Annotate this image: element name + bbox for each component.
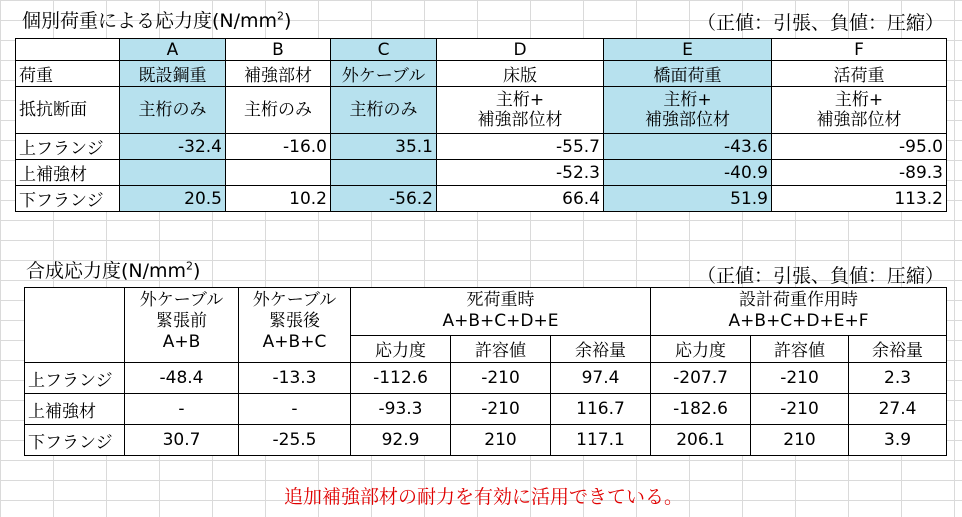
cell: 92.9 bbox=[351, 425, 451, 456]
upper-flange-label: 上フランジ bbox=[16, 134, 120, 160]
cell: - bbox=[239, 394, 351, 425]
section-a-text: 主桁のみ bbox=[138, 100, 207, 120]
upper-reinforcement-b bbox=[226, 160, 331, 186]
dead-load-formula: A+B+C+D+E bbox=[442, 311, 559, 332]
cell: 3.9 bbox=[849, 425, 947, 456]
dead-load-title: 死荷重時 bbox=[466, 290, 535, 311]
section-label: 抵抗断面 bbox=[16, 87, 120, 134]
cell: -48.4 bbox=[125, 363, 239, 394]
cell: -207.7 bbox=[651, 363, 751, 394]
after-tension-line1: 外ケーブル bbox=[252, 290, 337, 310]
upper-flange-d: -55.7 bbox=[437, 134, 604, 160]
before-tension-line2: 緊張前 bbox=[156, 311, 207, 331]
cell: - bbox=[125, 394, 239, 425]
composite-stress-table bbox=[24, 287, 947, 456]
cell: -93.3 bbox=[351, 394, 451, 425]
upper-reinforcement-d: -52.3 bbox=[437, 160, 604, 186]
section-row bbox=[16, 87, 947, 134]
after-tension-formula: A+B+C bbox=[262, 332, 327, 352]
section-a bbox=[120, 87, 226, 134]
cell: 210 bbox=[751, 425, 849, 456]
col-header-d: D bbox=[437, 39, 604, 61]
cell: -210 bbox=[751, 394, 849, 425]
table2-title-main: 合成応力度(N/mm bbox=[26, 260, 187, 282]
upper-flange-b: -16.0 bbox=[226, 134, 331, 160]
col-header-b: B bbox=[226, 39, 331, 61]
cell: -112.6 bbox=[351, 363, 451, 394]
design-stress-header: 応力度 bbox=[651, 335, 751, 362]
individual-stress-table bbox=[15, 38, 947, 212]
upper-reinforcement-a bbox=[120, 160, 226, 186]
upper-flange-c: 35.1 bbox=[331, 134, 437, 160]
composite-upper-flange-row bbox=[25, 363, 947, 394]
cell: -210 bbox=[451, 394, 551, 425]
cell: 210 bbox=[451, 425, 551, 456]
lower-flange-d: 66.4 bbox=[437, 186, 604, 212]
before-tension-header bbox=[125, 288, 239, 363]
cell: 116.7 bbox=[551, 394, 651, 425]
cell: 30.7 bbox=[125, 425, 239, 456]
table1-title-main: 個別荷重による応力度(N/mm bbox=[22, 10, 278, 32]
composite-upper-reinforcement-row bbox=[25, 394, 947, 425]
table1-title bbox=[22, 6, 291, 33]
lower-flange-label: 下フランジ bbox=[16, 186, 120, 212]
upper-reinforcement-e: -40.9 bbox=[604, 160, 772, 186]
section-e-line1: 主桁+ bbox=[663, 90, 712, 110]
composite-lower-flange-label: 下フランジ bbox=[25, 425, 125, 456]
before-tension-formula: A+B bbox=[162, 332, 201, 352]
load-f: 活荷重 bbox=[772, 61, 947, 87]
corner-cell bbox=[16, 39, 120, 61]
table1-title-end: ) bbox=[284, 10, 292, 32]
table1-sign-note: （正値：引張、負値：圧縮） bbox=[696, 12, 944, 34]
section-c bbox=[331, 87, 437, 134]
composite-lower-flange-row bbox=[25, 425, 947, 456]
cell: -210 bbox=[451, 363, 551, 394]
lower-flange-e: 51.9 bbox=[604, 186, 772, 212]
table2-title-end: ) bbox=[193, 260, 201, 282]
header-row-1 bbox=[25, 288, 947, 336]
load-label: 荷重 bbox=[16, 61, 120, 87]
col-header-f: F bbox=[772, 39, 947, 61]
cell: 117.1 bbox=[551, 425, 651, 456]
cell: 27.4 bbox=[849, 394, 947, 425]
design-load-formula: A+B+C+D+E+F bbox=[728, 311, 869, 332]
after-tension-line2: 緊張後 bbox=[269, 311, 320, 331]
table2-title-sup: 2 bbox=[186, 259, 194, 273]
section-e bbox=[604, 87, 772, 134]
upper-reinforcement-c bbox=[331, 160, 437, 186]
cell: 97.4 bbox=[551, 363, 651, 394]
lower-flange-a: 20.5 bbox=[120, 186, 226, 212]
cell: -210 bbox=[751, 363, 849, 394]
section-b-text: 主桁のみ bbox=[244, 100, 312, 120]
cell: -25.5 bbox=[239, 425, 351, 456]
upper-reinforcement-f: -89.3 bbox=[772, 160, 947, 186]
table2-sign-note: （正値：引張、負値：圧縮） bbox=[696, 265, 944, 287]
section-f-line2: 補強部位材 bbox=[816, 110, 902, 130]
lower-flange-row bbox=[16, 186, 947, 212]
after-tension-header bbox=[239, 288, 351, 363]
load-row bbox=[16, 61, 947, 87]
design-margin-header: 余裕量 bbox=[849, 335, 947, 362]
cell: -13.3 bbox=[239, 363, 351, 394]
composite-upper-flange-label: 上フランジ bbox=[25, 363, 125, 394]
section-f-line1: 主桁+ bbox=[834, 90, 884, 110]
design-allowable-header: 許容値 bbox=[751, 335, 849, 362]
section-d-line1: 主桁+ bbox=[495, 90, 545, 110]
dead-stress-header: 応力度 bbox=[351, 335, 451, 362]
section-e-line2: 補強部位材 bbox=[645, 110, 730, 130]
column-letter-row bbox=[16, 39, 947, 61]
load-e: 橋面荷重 bbox=[604, 61, 772, 87]
load-b: 補強部材 bbox=[226, 61, 331, 87]
upper-flange-a: -32.4 bbox=[120, 134, 226, 160]
col-header-e: E bbox=[604, 39, 772, 61]
lower-flange-b: 10.2 bbox=[226, 186, 331, 212]
load-d: 床版 bbox=[437, 61, 604, 87]
cell: -182.6 bbox=[651, 394, 751, 425]
lower-flange-f: 113.2 bbox=[772, 186, 947, 212]
col-header-c: C bbox=[331, 39, 437, 61]
upper-flange-e: -43.6 bbox=[604, 134, 772, 160]
upper-reinforcement-label: 上補強材 bbox=[16, 160, 120, 186]
section-d bbox=[437, 87, 604, 134]
lower-flange-c: -56.2 bbox=[331, 186, 437, 212]
design-load-title: 設計荷重作用時 bbox=[739, 290, 859, 311]
corner-cell-2 bbox=[25, 288, 125, 363]
table2-title bbox=[26, 256, 200, 283]
upper-flange-row bbox=[16, 134, 947, 160]
dead-load-header bbox=[351, 288, 651, 336]
section-f bbox=[772, 87, 947, 134]
section-d-line2: 補強部位材 bbox=[477, 110, 563, 130]
table1-title-sup: 2 bbox=[277, 9, 285, 23]
col-header-a: A bbox=[120, 39, 226, 61]
conclusion-note: 追加補強部材の耐力を有効に活用できている。 bbox=[284, 486, 684, 508]
upper-reinforcement-row bbox=[16, 160, 947, 186]
section-c-text: 主桁のみ bbox=[349, 100, 418, 120]
before-tension-line1: 外ケーブル bbox=[139, 290, 224, 310]
section-b bbox=[226, 87, 331, 134]
load-a: 既設鋼重 bbox=[120, 61, 226, 87]
dead-margin-header: 余裕量 bbox=[551, 335, 651, 362]
design-load-header bbox=[651, 288, 947, 336]
cell: 2.3 bbox=[849, 363, 947, 394]
upper-flange-f: -95.0 bbox=[772, 134, 947, 160]
dead-allowable-header: 許容値 bbox=[451, 335, 551, 362]
load-c: 外ケーブル bbox=[331, 61, 437, 87]
composite-upper-reinforcement-label: 上補強材 bbox=[25, 394, 125, 425]
cell: 206.1 bbox=[651, 425, 751, 456]
